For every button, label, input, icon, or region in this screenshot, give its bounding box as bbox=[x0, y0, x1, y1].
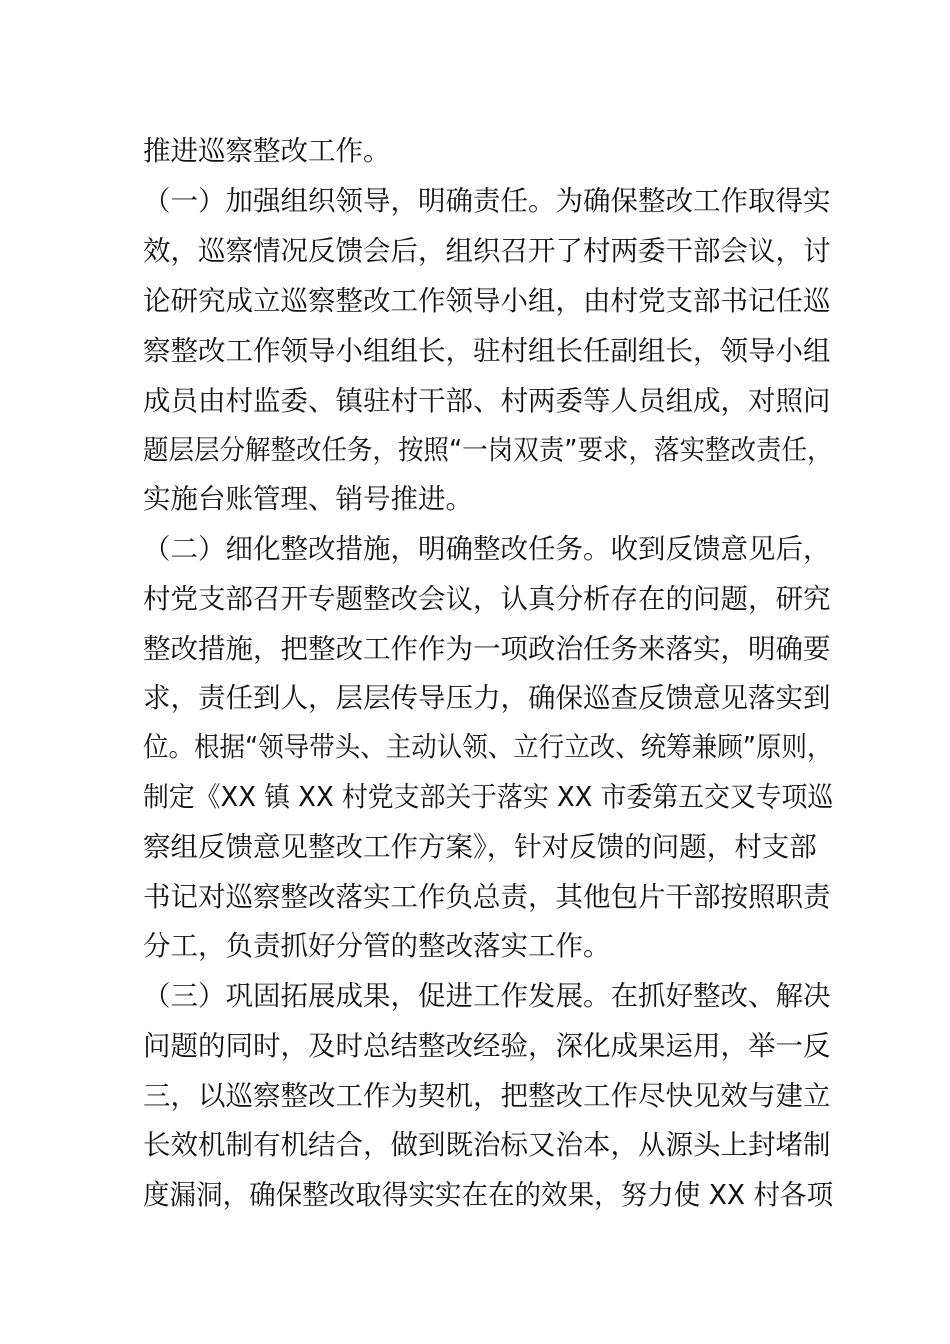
text-line: 求，责任到人，层层传导压力，确保巡查反馈意见落实到 bbox=[143, 682, 831, 714]
text-line: 问题的同时，及时总结整改经验，深化成果运用，举一反 bbox=[143, 1030, 831, 1062]
text-line: 长效机制有机结合，做到既治标又治本，从源头上封堵制 bbox=[143, 1129, 831, 1161]
text-line: 制定《XX 镇 XX 村党支部关于落实 XX 市委第五交叉专项巡 bbox=[143, 781, 834, 813]
text-line: 论研究成立巡察整改工作领导小组，由村党支部书记任巡 bbox=[143, 285, 831, 317]
text-line: 成员由村监委、镇驻村干部、村两委等人员组成，对照问 bbox=[143, 385, 831, 417]
text-line: （二）细化整改措施，明确整改任务。收到反馈意见后， bbox=[143, 533, 831, 565]
text-line: 察整改工作领导小组组长，驻村组长任副组长，领导小组 bbox=[143, 335, 831, 367]
text-line: 效，巡察情况反馈会后，组织召开了村两委干部会议，讨 bbox=[143, 235, 831, 267]
text-line: 度漏洞，确保整改取得实实在在的效果，努力使 XX 村各项 bbox=[143, 1179, 834, 1211]
text-line: 实施台账管理、销号推进。 bbox=[143, 483, 473, 515]
text-line: 分工，负责抓好分管的整改落实工作。 bbox=[143, 930, 611, 962]
text-line: 三，以巡察整改工作为契机，把整改工作尽快见效与建立 bbox=[143, 1080, 831, 1112]
text-line: 位。根据“领导带头、主动认领、立行立改、统筹兼顾”原则， bbox=[143, 731, 833, 763]
text-line: （一）加强组织领导，明确责任。为确保整改工作取得实 bbox=[143, 185, 831, 217]
text-line: 书记对巡察整改落实工作负总责，其他包片干部按照职责 bbox=[143, 881, 831, 913]
text-line: 整改措施，把整改工作作为一项政治任务来落实，明确要 bbox=[143, 633, 831, 665]
text-line: （三）巩固拓展成果，促进工作发展。在抓好整改、解决 bbox=[143, 980, 831, 1012]
text-line: 题层层分解整改任务，按照“一岗双责”要求，落实整改责任， bbox=[143, 434, 833, 466]
text-line: 推进巡察整改工作。 bbox=[143, 135, 391, 167]
text-line: 村党支部召开专题整改会议，认真分析存在的问题，研究 bbox=[143, 583, 831, 615]
text-line: 察组反馈意见整改工作方案》，针对反馈的问题，村支部 bbox=[143, 831, 817, 863]
